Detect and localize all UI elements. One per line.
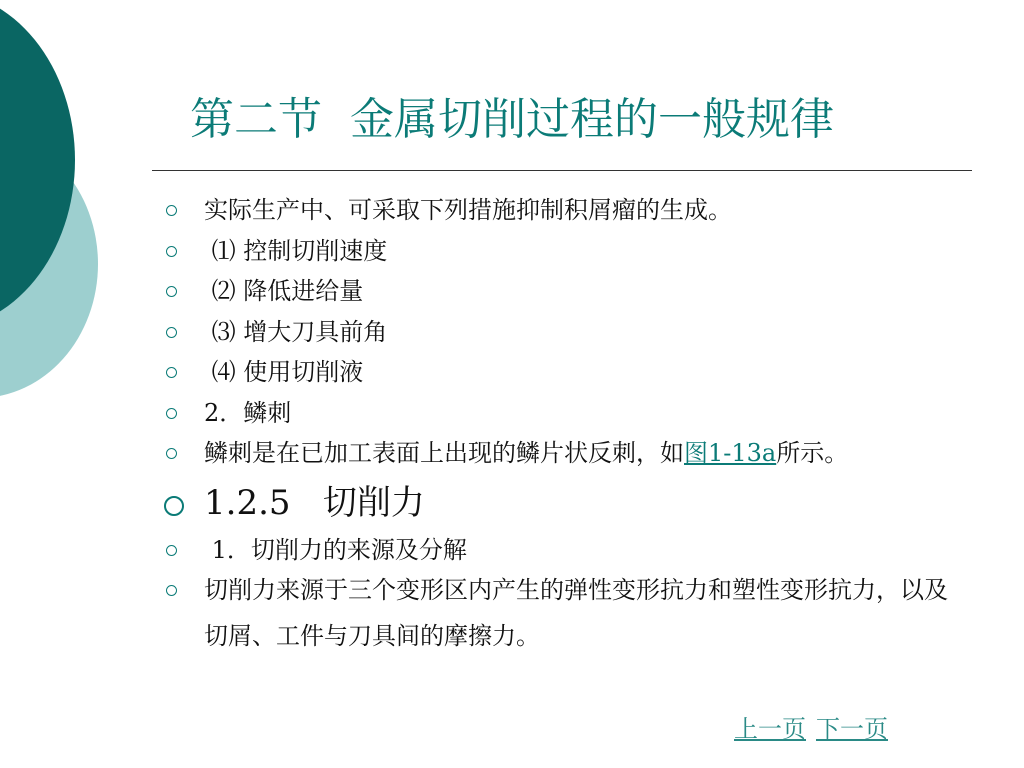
section-heading: 1.2.5 切削力 xyxy=(204,482,425,523)
circle-bullet-icon xyxy=(166,448,177,459)
list-item xyxy=(164,433,964,474)
list-item-text: 实际生产中、可采取下列措施抑制积屑瘤的生成。 xyxy=(204,196,732,224)
list-item xyxy=(164,312,964,353)
list-item xyxy=(164,271,964,312)
list-item-text: ⑴ 控制切削速度 xyxy=(204,236,388,265)
list-item-heading xyxy=(164,476,964,530)
slide-navigation xyxy=(724,714,888,744)
list-item xyxy=(164,190,964,231)
list-item xyxy=(164,231,964,272)
list-item xyxy=(164,530,964,571)
list-item-text-post: 所示。 xyxy=(776,439,849,467)
circle-bullet-icon xyxy=(166,545,177,556)
next-page-link[interactable]: 下一页 xyxy=(816,715,888,743)
list-item xyxy=(164,567,964,659)
list-item-text: ⑶ 增大刀具前角 xyxy=(204,317,388,346)
list-item-text xyxy=(204,439,848,467)
circle-bullet-icon xyxy=(166,408,177,419)
circle-bullet-icon xyxy=(164,496,184,516)
slide-content xyxy=(164,190,964,659)
slide-title: 第二节 金属切削过程的一般规律 xyxy=(190,94,834,145)
circle-bullet-icon xyxy=(166,205,177,216)
circle-bullet-icon xyxy=(166,246,177,257)
circle-bullet-icon xyxy=(166,367,177,378)
list-item xyxy=(164,352,964,393)
list-item-text: 切削力来源于三个变形区内产生的弹性变形抗力和塑性变形抗力，以及切屑、工件与刀具间的摩擦力。 xyxy=(204,576,948,650)
circle-bullet-icon xyxy=(166,286,177,297)
circle-bullet-icon xyxy=(166,327,177,338)
prev-page-link[interactable]: 上一页 xyxy=(734,715,806,743)
list-item xyxy=(164,393,964,434)
list-item-text: ⑵ 降低进给量 xyxy=(204,277,364,305)
list-item-text: 2．鳞刺 xyxy=(204,398,292,427)
circle-bullet-icon xyxy=(166,585,177,596)
title-divider xyxy=(152,170,972,171)
figure-link[interactable]: 图1-13a xyxy=(684,439,777,467)
list-item-text: 1．切削力的来源及分解 xyxy=(204,535,467,564)
list-item-text: ⑷ 使用切削液 xyxy=(204,358,364,386)
list-item-text-pre: 鳞刺是在已加工表面上出现的鳞片状反刺，如 xyxy=(204,439,684,467)
